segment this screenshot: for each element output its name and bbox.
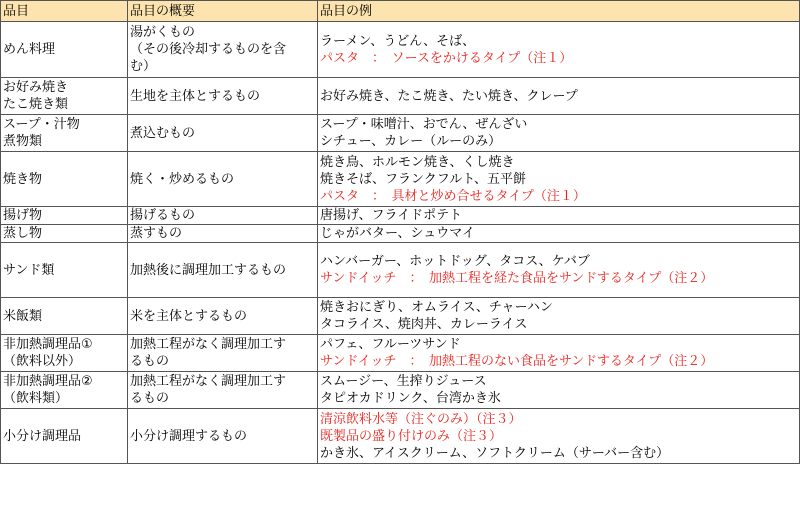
summary-cell (128, 22, 318, 78)
summary-line: 加熱工程がなく調理加工す (130, 337, 287, 352)
item-line: スープ・汁物 (3, 117, 80, 132)
summary-line: 加熱後に調理加工するもの (130, 262, 287, 278)
summary-cell (128, 335, 318, 372)
summary-line: 煮込むもの (130, 125, 196, 141)
example-line: サンドイッチ ： 加熱工程を経た食品をサンドするタイプ（注２） (320, 271, 714, 286)
summary-line: 焼く・炒めるもの (130, 171, 235, 187)
example-line: スムージー、生搾りジュース (320, 374, 487, 389)
summary-line: るもの (130, 391, 170, 406)
item-line: 非加熱調理品② (3, 374, 93, 389)
example-line: ラーメン、うどん、そば、 (320, 33, 476, 49)
table-body (1, 22, 800, 464)
summary-line: （その後冷却するものを含 (130, 42, 287, 57)
item-cell (1, 243, 128, 298)
examples-cell (318, 152, 800, 207)
table-row (1, 207, 800, 225)
item-cell (1, 78, 128, 115)
item-line: 非加熱調理品① (3, 337, 93, 352)
example-line: スープ・味噌汁、おでん、ぜんざい (320, 117, 528, 132)
item-cell (1, 335, 128, 372)
item-line: （飲料以外） (3, 354, 82, 369)
examples-cell (318, 372, 800, 409)
summary-cell (128, 115, 318, 152)
item-line: めん料理 (3, 42, 56, 57)
summary-cell (128, 207, 318, 225)
example-line: パフェ、フルーツサンド (320, 337, 461, 352)
summary-line: 米を主体とするもの (130, 308, 248, 324)
summary-line: 加熱工程がなく調理加工す (130, 374, 287, 389)
table-header-row (1, 1, 800, 22)
examples-cell (318, 22, 800, 78)
item-line: 煮物類 (3, 134, 43, 149)
summary-cell (128, 152, 318, 207)
item-cell (1, 409, 128, 464)
item-line: 蒸し物 (3, 226, 43, 241)
summary-line: るもの (130, 354, 170, 369)
summary-cell (128, 225, 318, 243)
table-row (1, 22, 800, 78)
examples-cell (318, 115, 800, 152)
examples-cell (318, 78, 800, 115)
example-line: タピオカドリンク、台湾かき氷 (320, 391, 501, 406)
item-cell (1, 225, 128, 243)
item-line: サンド類 (3, 262, 55, 278)
examples-cell (318, 207, 800, 225)
item-cell (1, 207, 128, 225)
summary-line: 揚げるもの (130, 208, 196, 223)
examples-cell (318, 298, 800, 335)
table-row (1, 298, 800, 335)
example-line: 焼きそば、フランクフルト、五平餅 (320, 171, 527, 187)
table-row (1, 152, 800, 207)
summary-line: 蒸すもの (130, 226, 183, 241)
table-row (1, 243, 800, 298)
example-line: 清涼飲料水等（注ぐのみ）（注３） (320, 411, 522, 427)
header-examples: 品目の例 (318, 1, 800, 22)
item-line: 揚げ物 (3, 208, 43, 223)
table-row (1, 335, 800, 372)
summary-line: 小分け調理するもの (130, 428, 248, 444)
example-line: 焼きおにぎり、オムライス、チャーハン (320, 300, 553, 315)
summary-cell (128, 78, 318, 115)
example-line: 唐揚げ、フライドポテト (320, 208, 463, 223)
header-item: 品目 (1, 1, 128, 22)
item-line: 小分け調理品 (3, 428, 82, 444)
example-line: パスタ ： 具材と炒め合せるタイプ（注１） (320, 188, 586, 204)
summary-line: 生地を主体とするもの (130, 88, 261, 104)
summary-cell (128, 372, 318, 409)
examples-cell (318, 225, 800, 243)
table-row (1, 372, 800, 409)
item-cell (1, 372, 128, 409)
item-cell (1, 115, 128, 152)
example-line: お好み焼き、たこ焼き、たい焼き、クレープ (320, 88, 578, 104)
summary-cell (128, 243, 318, 298)
item-line: たこ焼き類 (3, 97, 69, 112)
item-line: お好み焼き (3, 80, 69, 95)
item-line: （飲料類） (3, 391, 69, 406)
summary-line: 湯がくもの (130, 25, 196, 40)
item-cell (1, 152, 128, 207)
example-line: じゃがバター、シュウマイ (320, 226, 475, 241)
item-cell (1, 22, 128, 78)
table-row (1, 78, 800, 115)
example-line: パスタ ： ソースをかけるタイプ（注１） (320, 50, 573, 66)
summary-cell (128, 409, 318, 464)
example-line: タコライス、焼肉丼、カレーライス (320, 317, 528, 332)
examples-cell (318, 335, 800, 372)
table-row (1, 409, 800, 464)
item-cell (1, 298, 128, 335)
header-summary: 品目の概要 (128, 1, 318, 22)
example-line: ハンバーガー、ホットドッグ、タコス、ケバブ (320, 254, 590, 269)
summary-line: む） (130, 59, 157, 74)
table-row (1, 225, 800, 243)
table-row (1, 115, 800, 152)
item-line: 焼き物 (3, 171, 43, 187)
example-line: サンドイッチ ： 加熱工程のない食品をサンドするタイプ（注２） (320, 354, 714, 369)
item-line: 米飯類 (3, 308, 43, 324)
example-line: 焼き鳥、ホルモン焼き、くし焼き (320, 154, 515, 170)
example-line: シチュー、カレー（ルーのみ） (320, 134, 502, 149)
example-line: 既製品の盛り付けのみ（注３） (320, 428, 503, 444)
example-line: かき氷、アイスクリーム、ソフトクリーム（サーバー含む） (320, 445, 670, 461)
examples-cell (318, 409, 800, 464)
examples-cell (318, 243, 800, 298)
summary-cell (128, 298, 318, 335)
